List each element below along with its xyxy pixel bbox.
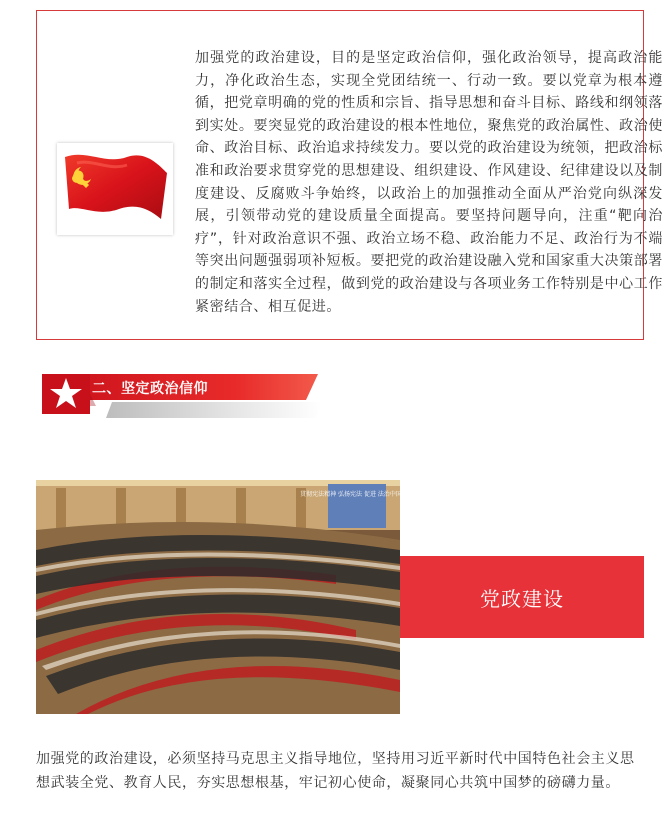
intro-paragraph: 加强党的政治建设，目的是坚定政治信仰，强化政治领导，提高政治能力，净化政治生态，实现全党团结统一、行动一致。要以党章为根本遵循，把党章明确的党的性质和宗旨、指导思想和奋斗目标、路线和纲领落到实处。要突显党的政治建设的根本性地位，聚焦党的政治属性、政治使命、政治目标、政治追求持续发力。要以党的政治建设为统领，把政治标准和政治要求贯穿党的思想建设、组织建设、作风建设、纪律建设以及制度建设、反腐败斗争始终，以政治上的加强推动全面从严治党向纵深发展，引领带动党的建设质量全面提高。要坚持问题导向，注重“靶向治疗”，针对政治意识不强、政治立场不稳、政治能力不足、政治行为不端等突出问题强弱项补短板。要把党的政治建设融入党和国家重大决策部署的制定和落实全过程，做到党的政治建设与各项业务工作特别是中心工作紧密结合、相互促进。 [195, 50, 663, 315]
closing-paragraph: 加强党的政治建设，必须坚持马克思主义指导地位，坚持用习近平新时代中国特色社会主义思想武装全党、教育人民，夯实思想根基，牢记初心使命，凝聚同心共筑中国梦的磅礴力量。 [36, 751, 635, 791]
assembly-hall-photo [36, 480, 414, 714]
star-icon [48, 376, 84, 410]
screen-text: 贯彻宪法精神 弘扬宪法 促进 法治中国建设 [300, 491, 414, 498]
party-flag-icon [57, 143, 173, 235]
card-label: 党政建设 [480, 586, 564, 611]
intro-box [36, 10, 663, 340]
section-title: 二、坚定政治信仰 [92, 381, 208, 397]
party-building-card [400, 556, 644, 638]
assembly-hall-image [36, 480, 414, 714]
party-flag-image [57, 143, 173, 235]
